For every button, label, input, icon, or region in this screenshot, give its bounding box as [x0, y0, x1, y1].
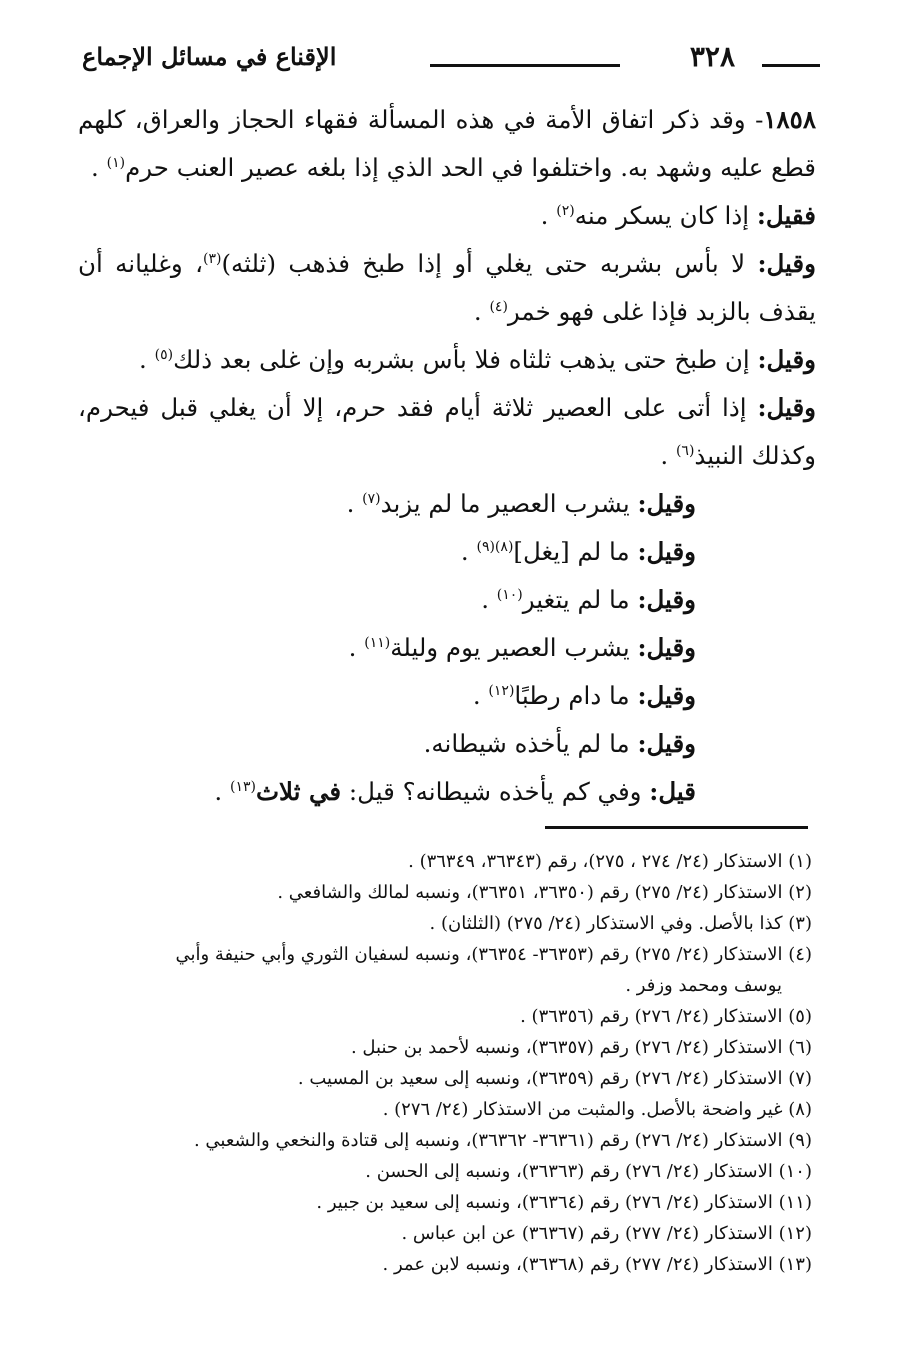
- opinion-label: وقيل:: [757, 393, 817, 422]
- opinion-label: وقيل:: [637, 729, 696, 758]
- footnote-3: (٣) كذا بالأصل. وفي الاستذكار (٢٤/ ٢٧٥) (الثلثان) .: [429, 913, 812, 934]
- opinion-2: وقيل: لا بأس بشربه حتى يغلي أو إذا طبخ فذهب (ثلثه)$^{(٣)}$، وغليانه أن يقذف بالزبد فإذا غلى فهو خمر$^{(٤)}$ .: [78, 249, 816, 326]
- opinion-7: وقيل: ما لم يتغير$^{(١٠)}$ .: [481, 585, 696, 614]
- footnote-ref: (٥): [154, 346, 174, 363]
- opinion-label: وقيل:: [757, 249, 816, 278]
- main-text: [78, 96, 816, 816]
- running-title: الإقناع في مسائل الإجماع: [82, 42, 337, 71]
- opinion-11: قيل: وفي كم يأخذه شيطانه؟ قيل: في ثلاث$^{(١٣)}$ .: [214, 777, 696, 806]
- opinion-label: وقيل:: [637, 537, 696, 566]
- opinion-text: إن طبخ حتى يذهب ثلثاه فلا بأس بشربه وإن غلى بعد ذلك: [173, 345, 750, 374]
- opinion-5: وقيل: يشرب العصير ما لم يزبد$^{(٧)}$ .: [346, 489, 696, 518]
- opinion-text: يشرب العصير ما لم يزبد: [380, 489, 630, 518]
- footnote-5: (٥) الاستذكار (٢٤/ ٢٧٦) رقم (٣٦٣٥٦) .: [520, 1006, 812, 1027]
- opinion-label: فقيل:: [756, 201, 816, 230]
- opinion-text: إذا كان يسكر منه: [574, 201, 750, 230]
- footnote-6: (٦) الاستذكار (٢٤/ ٢٧٦) رقم (٣٦٣٥٧)، ونسبه لأحمد بن حنبل .: [350, 1037, 812, 1058]
- footnote-ref: (٦): [675, 442, 695, 459]
- footnote-12: (١٢) الاستذكار (٢٤/ ٢٧٧) رقم (٣٦٣٦٧) عن ابن عباس .: [401, 1223, 812, 1244]
- header-rule-middle: [430, 64, 620, 67]
- opinion-text: ما لم [يغل]: [513, 537, 630, 566]
- opinion-text: إذا أتى على العصير ثلاثة أيام فقد حرم، إلا أن يغلي قبل فيحرم، وكذلك النبيذ: [78, 393, 816, 470]
- opinion-label: وقيل:: [637, 585, 696, 614]
- paragraph-1858: ١٨٥٨- وقد ذكر اتفاق الأمة في هذه المسألة فقهاء الحجاز والعراق، كلهم قطع عليه وشهد به. واختلفوا في الحد الذي إذا بلغه عصير العنب حرم$^{(١)}$ .: [78, 105, 816, 182]
- footnote-4-continued: يوسف ومحمد وزفر .: [625, 975, 782, 996]
- issue-number: ١٨٥٨: [763, 105, 816, 134]
- opinion-3: وقيل: إن طبخ حتى يذهب ثلثاه فلا بأس بشربه وإن غلى بعد ذلك$^{(٥)}$ .: [139, 345, 816, 374]
- opinion-1: فقيل: إذا كان يسكر منه$^{(٢)}$ .: [540, 201, 816, 230]
- footnote-13: (١٣) الاستذكار (٢٤/ ٢٧٧) رقم (٣٦٣٦٨)، ونسبه لابن عمر .: [382, 1254, 812, 1275]
- footnote-1: (١) الاستذكار (٢٤/ ٢٧٤ ، ٢٧٥)، رقم (٣٦٣٤٣، ٣٦٣٤٩) .: [408, 851, 812, 872]
- opinion-text-continued: ، وغليانه أن يقذف بالزبد فإذا غلى فهو خمر: [78, 249, 816, 326]
- header-rule-right: [762, 64, 820, 67]
- footnote-ref: (١١): [364, 634, 391, 651]
- footnote-ref: (١٣): [229, 778, 256, 795]
- opinion-text: ما لم يتغير: [522, 585, 630, 614]
- footnote-9: (٩) الاستذكار (٢٤/ ٢٧٦) رقم (٣٦٣٦١- ٣٦٣٦٢)، ونسبه إلى قتادة والنخعي والشعبي .: [193, 1130, 812, 1151]
- footnote-7: (٧) الاستذكار (٢٤/ ٢٧٦) رقم (٣٦٣٥٩)، ونسبه إلى سعيد بن المسيب .: [297, 1068, 812, 1089]
- opinion-label: وقيل:: [757, 345, 816, 374]
- opinion-label: وقيل:: [637, 681, 696, 710]
- footnote-11: (١١) الاستذكار (٢٤/ ٢٧٦) رقم (٣٦٣٦٤)، ونسبه إلى سعيد بن جبير .: [316, 1192, 812, 1213]
- footnote-ref: (٢): [556, 202, 575, 219]
- paragraph-text: - وقد ذكر اتفاق الأمة في هذه المسألة فقهاء الحجاز والعراق، كلهم قطع عليه وشهد به. واختلفوا في الحد الذي إذا بلغه عصير العنب حرم: [78, 105, 816, 182]
- opinion-6: وقيل: ما لم [يغل]$^{(٨)(٩)}$ .: [460, 537, 696, 566]
- footnote-4: (٤) الاستذكار (٢٤/ ٢٧٥) رقم (٣٦٣٥٣- ٣٦٣٥٤)، ونسبه لسفيان الثوري وأبي حنيفة وأبي: [175, 944, 812, 965]
- footnote-ref: (١٠): [496, 586, 523, 603]
- opinion-text: وفي كم يأخذه شيطانه؟ قيل:: [348, 777, 642, 806]
- footnote-8: (٨) غير واضحة بالأصل. والمثبت من الاستذكار (٢٤/ ٢٧٦) .: [382, 1099, 812, 1120]
- opinion-label: وقيل:: [637, 633, 696, 662]
- footnote-ref: (٤): [489, 298, 508, 315]
- footnote-separator: [545, 826, 808, 829]
- page-header: [60, 34, 820, 82]
- footnote-ref: (١٢): [488, 682, 515, 699]
- page-number: ٣٢٨: [689, 40, 735, 73]
- opinion-9: وقيل: ما دام رطبًا$^{(١٢)}$ .: [472, 681, 696, 710]
- opinion-label: قيل:: [649, 777, 696, 806]
- footnote-ref: (٣): [202, 250, 222, 267]
- opinion-text: لا بأس بشربه حتى يغلي أو إذا طبخ فذهب (ثلثه): [221, 249, 746, 278]
- opinion-text: ما دام رطبًا: [514, 681, 630, 710]
- footnote-ref: (٧): [362, 490, 381, 507]
- footnote-10: (١٠) الاستذكار (٢٤/ ٢٧٦) رقم (٣٦٣٦٣)، ونسبه إلى الحسن .: [365, 1161, 812, 1182]
- opinion-text: يشرب العصير يوم وليلة: [390, 633, 630, 662]
- opinion-label: وقيل:: [637, 489, 696, 518]
- footnote-ref: (٨)(٩): [476, 538, 514, 555]
- opinion-10: [78, 720, 816, 768]
- opinion-8: وقيل: يشرب العصير يوم وليلة$^{(١١)}$ .: [348, 633, 696, 662]
- footnote-ref: (١): [106, 154, 126, 171]
- footnote-2: (٢) الاستذكار (٢٤/ ٢٧٥) رقم (٣٦٣٥٠، ٣٦٣٥١)، ونسبه لمالك والشافعي .: [277, 882, 812, 903]
- opinion-text: ما لم يأخذه شيطانه.: [423, 729, 630, 758]
- opinion-4: وقيل: إذا أتى على العصير ثلاثة أيام فقد حرم، إلا أن يغلي قبل فيحرم، وكذلك النبيذ$^{(٦)}$ .: [78, 393, 817, 470]
- answer-text: في ثلاث: [255, 777, 342, 806]
- footnotes: [82, 846, 812, 1280]
